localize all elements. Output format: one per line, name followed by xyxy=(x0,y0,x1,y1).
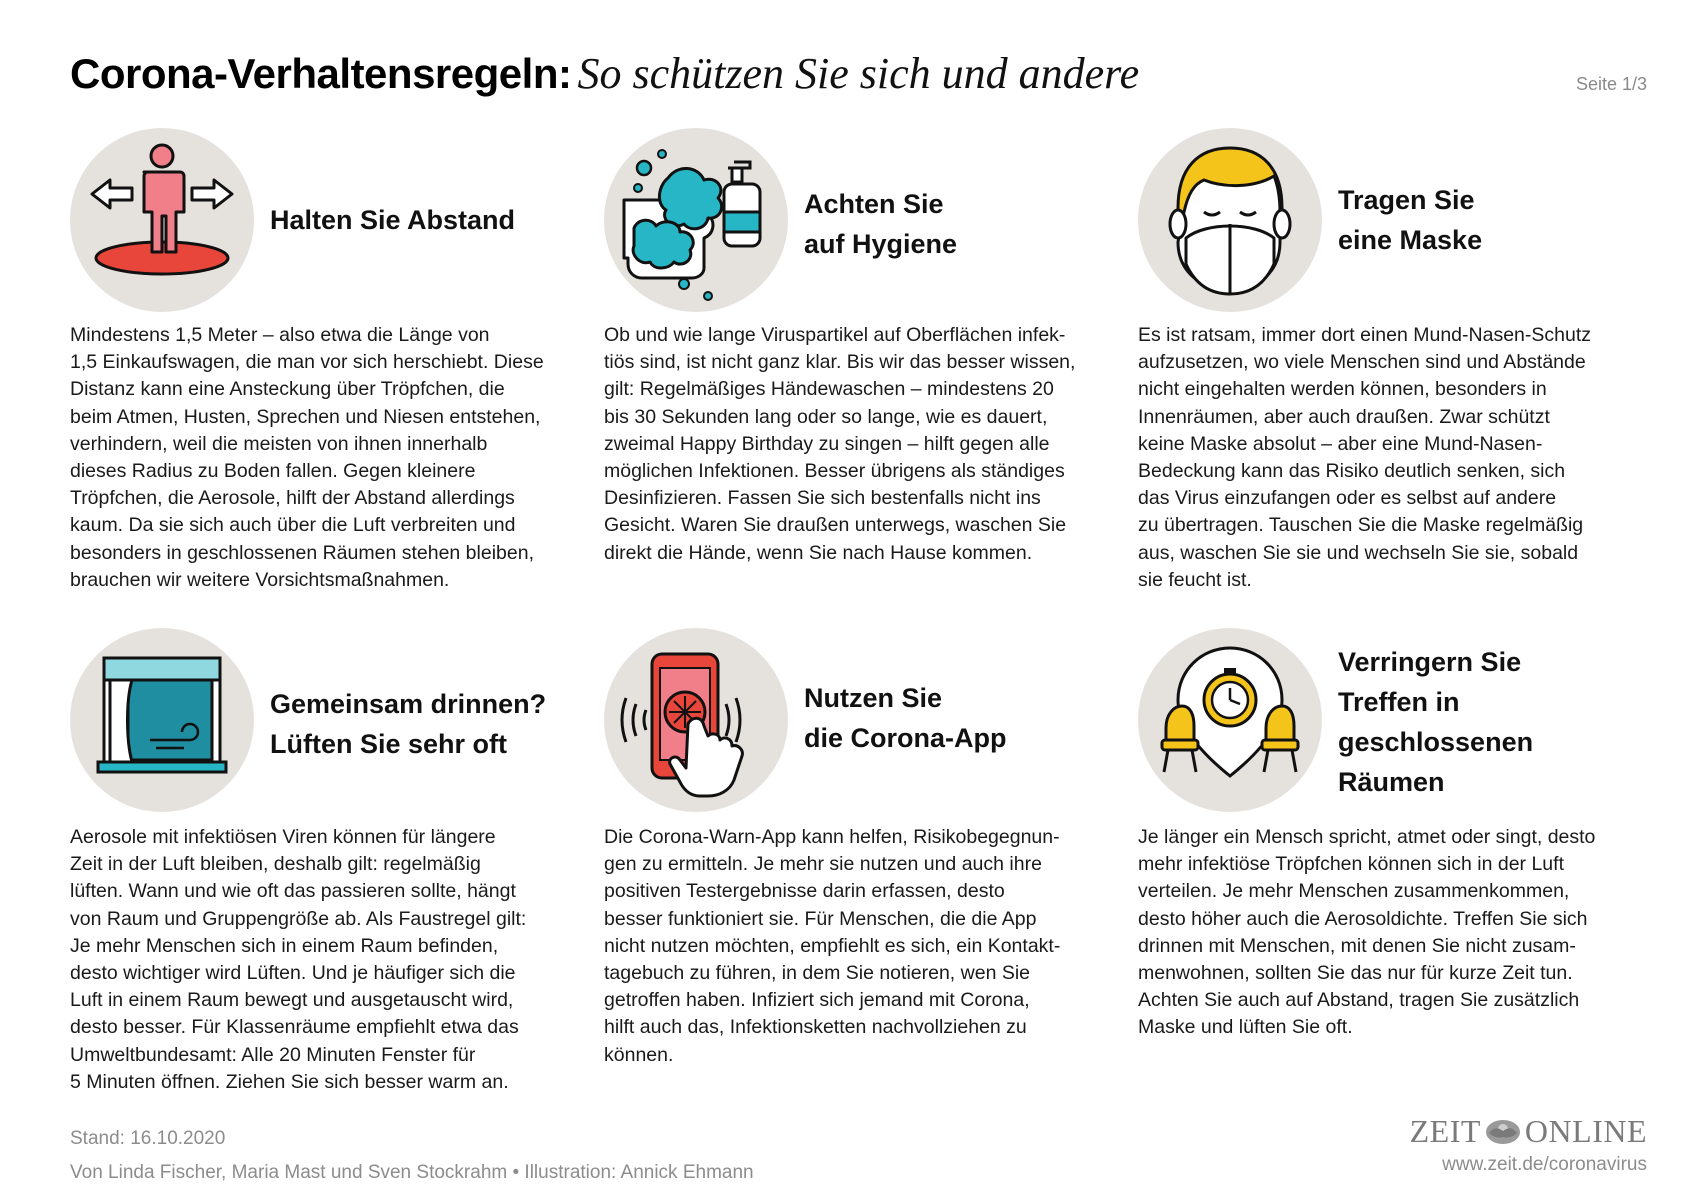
meeting-timer-icon xyxy=(1138,628,1322,812)
footer-credits xyxy=(70,1122,754,1190)
footer-url[interactable]: www.zeit.de/coronavirus xyxy=(1442,1154,1647,1175)
zeit-online-logo[interactable] xyxy=(1410,1113,1647,1150)
logo-text-zeit: ZEIT xyxy=(1409,1113,1481,1149)
card-body: Je länger ein Mensch spricht, atmet oder singt, desto mehr infektiöse Tröpfchen können sich in der Luft verteilen. Je mehr Menschen zusammenkommen, desto höher auch die Aerosoldichte. Treffen Sie sich drinnen mit Menschen, mit denen Sie nicht zusam- menwohnen, sollten Sie das nur für kurze Zeit tun. Achten Sie auch auf Abstand, tragen Sie zusätzlich Maske und lüften Sie oft. xyxy=(1138,826,1596,1039)
card-heading: Halten Sie Abstand xyxy=(270,205,516,235)
distance-person-icon xyxy=(70,128,254,312)
footer-authors: Von Linda Fischer, Maria Mast und Sven Stockrahm • Illustration: Annick Ehmann xyxy=(70,1162,754,1183)
page-title xyxy=(70,48,1139,99)
handwashing-icon xyxy=(604,128,788,312)
footer-brand xyxy=(1410,1113,1647,1176)
card-heading: Achten Sie auf Hygiene xyxy=(804,189,958,259)
card-heading: Gemeinsam drinnen? Lüften Sie sehr oft xyxy=(270,689,547,759)
title-bold: Corona-Verhaltensregeln: xyxy=(70,50,572,97)
footer-stand: Stand: 16.10.2020 xyxy=(70,1128,226,1149)
card-heading: Tragen Sie eine Maske xyxy=(1338,185,1483,255)
card-body: Ob und wie lange Viruspartikel auf Oberflächen infek- tiös sind, ist nicht ganz klar. Bis wir das besser wissen, gilt: Regelmäßiges Händewaschen – mindestens 20 bis 30 Sekunden lang oder so lange, wie es dauert, zweimal Happy Birthday zu singen – hilft gegen alle möglichen Infektionen. Besser übrigens als ständiges Desinfizieren. Fassen Sie sich bestenfalls nicht ins Gesicht. Waren Sie draußen unterwegs, waschen Sie direkt die Hände, wenn Sie nach Hause kommen. xyxy=(604,324,1076,564)
eagle-crest-icon xyxy=(1483,1117,1523,1147)
card-body: Aerosole mit infektiösen Viren können für längere Zeit in der Luft bleiben, deshalb gilt: regelmäßig lüften. Wann und wie oft das passieren sollte, hängt von Raum und Gruppengröße ab. Als Faustregel gilt: Je mehr Menschen sich in einem Raum befinden, desto wichtiger wird Lüften. Und je häufiger sich die Luft in einem Raum bewegt und ausgetauscht wird, desto besser. Für Klassenräume empfiehlt etwa das Umweltbundesamt: Alle 20 Minuten Fenster für 5 Minuten öffnen. Ziehen Sie sich besser warm an. xyxy=(70,826,527,1093)
card-body: Mindestens 1,5 Meter – also etwa die Länge von 1,5 Einkaufswagen, die man vor sich herschiebt. Diese Distanz kann eine Ansteckung über Tröpfchen, die beim Atmen, Husten, Sprechen und Niesen entstehen, verhindern, weil die meisten von ihnen innerhalb dieses Radius zu Boden fallen. Gegen kleinere Tröpfchen, die Aerosole, hilft der Abstand allerdings kaum. Da sie sich auch über die Luft verbreiten und besonders in geschlossenen Räumen stehen bleiben, brauchen wir weitere Vorsichtsmaßnahmen. xyxy=(70,324,544,591)
card-heading: Verringern Sie Treffen in geschlossenen Räumen xyxy=(1338,647,1534,797)
window-ventilation-icon xyxy=(70,628,254,812)
smartphone-app-icon xyxy=(604,628,788,812)
card-heading: Nutzen Sie die Corona-App xyxy=(804,683,1007,753)
card-body: Es ist ratsam, immer dort einen Mund-Nasen-Schutz aufzusetzen, wo viele Menschen sind und Abstände nicht eingehalten werden können, besonders in Innenräumen, aber auch draußen. Zwar schützt keine Maske absolut – aber eine Mund-Nasen- Bedeckung kann das Risiko deutlich senken, sich das Virus einzufangen oder es selbst auf andere zu übertragen. Tauschen Sie die Maske regelmäßig aus, waschen Sie sie und wechseln Sie sie, sobald sie feucht ist. xyxy=(1138,324,1591,591)
logo-text-online: ONLINE xyxy=(1524,1113,1647,1149)
title-subtitle: So schützen Sie sich und andere xyxy=(577,49,1140,98)
page-number: Seite 1/3 xyxy=(1575,74,1647,94)
face-mask-icon xyxy=(1138,128,1322,312)
card-body: Die Corona-Warn-App kann helfen, Risikobegegnun- gen zu ermitteln. Je mehr sie nutzen und auch ihre positiven Testergebnisse darin erfassen, desto besser funktioniert sie. Für Menschen, die die App nicht nutzen möchten, empfiehlt es sich, ein Kontakt- tagebuch zu führen, in dem Sie notieren, wen Sie getroffen haben. Infiziert sich jemand mit Corona, hilft auch das, Infektionsketten nachvollziehen zu können. xyxy=(604,826,1061,1066)
